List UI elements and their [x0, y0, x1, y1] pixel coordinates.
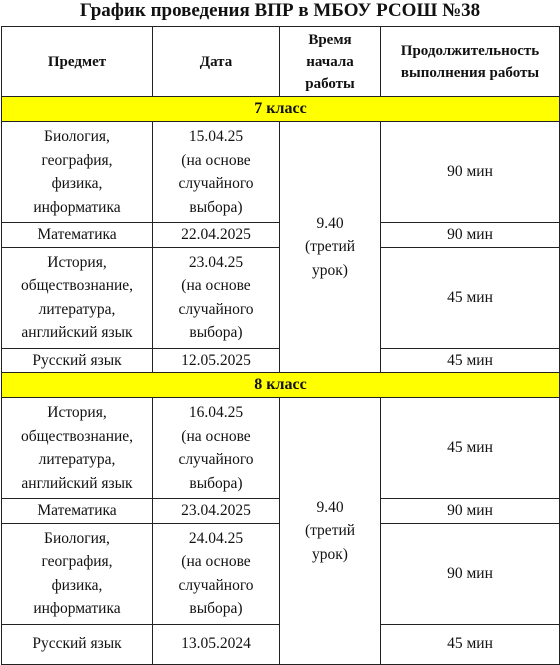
duration-cell: 90 мин: [381, 499, 560, 524]
header-row: [2, 27, 560, 97]
duration-cell: 45 мин: [381, 348, 560, 373]
table-row: [2, 398, 560, 499]
start-time-cell: 9.40 (третий урок): [280, 398, 381, 665]
date-cell: 23.04.2025: [153, 499, 280, 524]
subject-cell: История, обществознание, литература, английский язык: [2, 247, 153, 348]
schedule-table: [1, 26, 560, 665]
header-start-time: Время начала работы: [280, 27, 381, 97]
page-title: График проведения ВПР в МБОУ РСОШ №38: [79, 0, 481, 21]
date-cell: 16.04.25 (на основе случайного выбора): [153, 398, 280, 499]
date-cell: 22.04.2025: [153, 223, 280, 248]
date-cell: 15.04.25 (на основе случайного выбора): [153, 122, 280, 223]
date-cell: 23.04.25 (на основе случайного выбора): [153, 247, 280, 348]
duration-cell: 90 мин: [381, 122, 560, 223]
duration-cell: 45 мин: [381, 624, 560, 664]
header-subject: Предмет: [2, 27, 153, 97]
date-cell: 13.05.2024: [153, 624, 280, 664]
grade-7-row: [2, 97, 560, 122]
subject-cell: Русский язык: [2, 624, 153, 664]
duration-cell: 45 мин: [381, 247, 560, 348]
subject-cell: Математика: [2, 223, 153, 248]
grade-8-label: 8 класс: [2, 373, 560, 398]
start-time-cell: 9.40 (третий урок): [280, 122, 381, 373]
duration-cell: 90 мин: [381, 523, 560, 624]
date-cell: 24.04.25 (на основе случайного выбора): [153, 523, 280, 624]
subject-cell: Русский язык: [2, 348, 153, 373]
subject-cell: История, обществознание, литература, английский язык: [2, 398, 153, 499]
header-duration: Продолжительность выполнения работы: [381, 27, 560, 97]
subject-cell: Математика: [2, 499, 153, 524]
grade-8-row: [2, 373, 560, 398]
duration-cell: 45 мин: [381, 398, 560, 499]
subject-cell: Биология, география, физика, информатика: [2, 523, 153, 624]
grade-7-label: 7 класс: [2, 97, 560, 122]
table-row: [2, 122, 560, 223]
header-date: Дата: [153, 27, 280, 97]
duration-cell: 90 мин: [381, 223, 560, 248]
subject-cell: Биология, география, физика, информатика: [2, 122, 153, 223]
date-cell: 12.05.2025: [153, 348, 280, 373]
